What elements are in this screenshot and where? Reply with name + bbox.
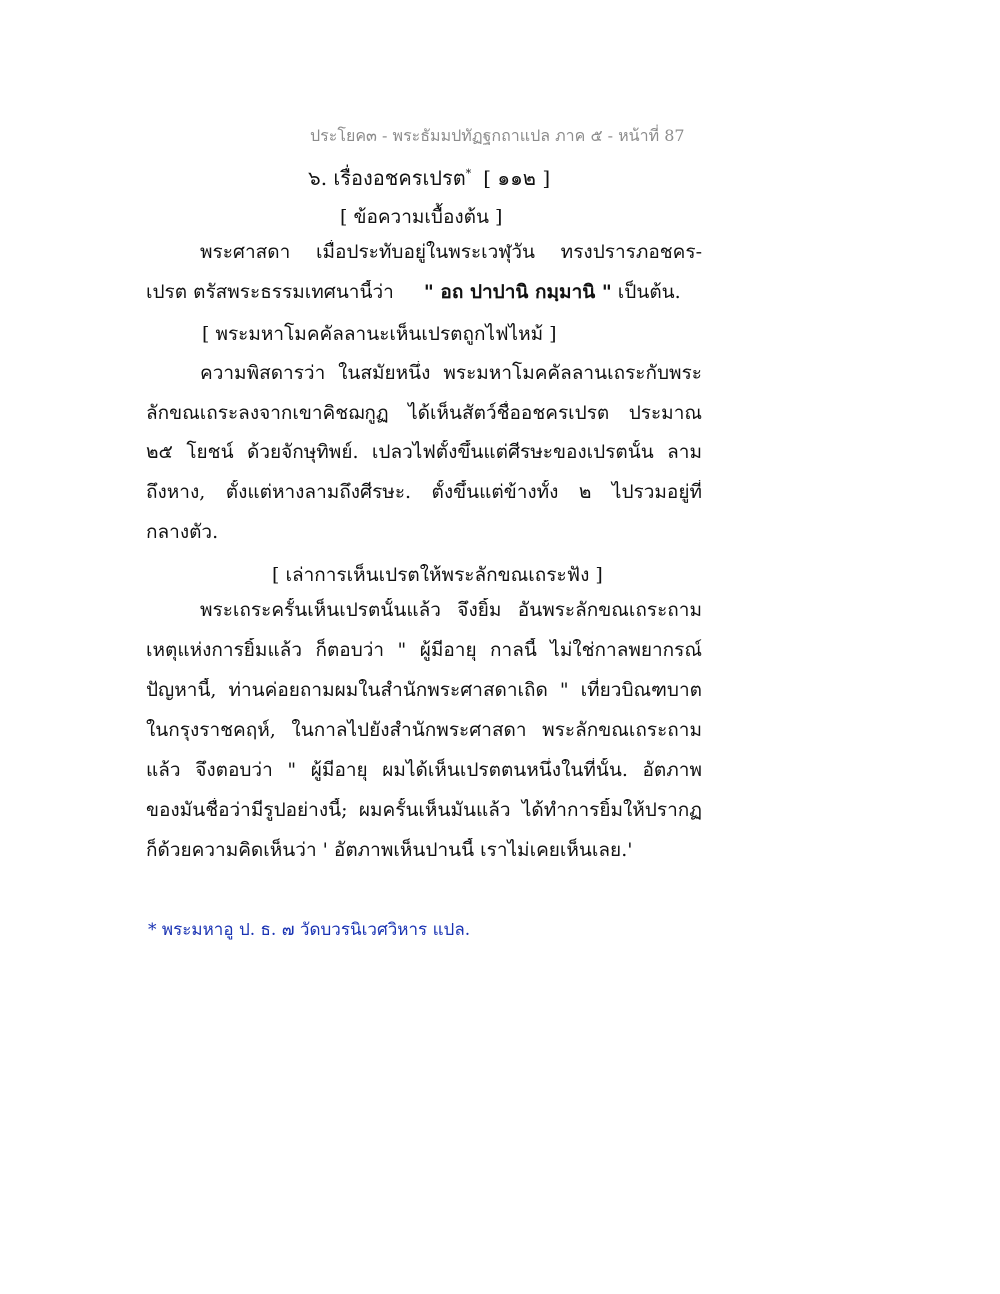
- paragraph-line: ในกรุงราชคฤห์, ในกาลไปยังสำนักพระศาสดา พระลักขณเถระถาม: [146, 719, 702, 741]
- intro-line-1: พระศาสดา เมื่อประทับอยู่ในพระเวฬุวัน ทรงปรารภอชคร-: [200, 241, 702, 263]
- pali-quote: " อถ ปาปานิ กมฺมานิ ": [423, 281, 612, 303]
- intro-line-2-post: เป็นต้น.: [617, 281, 681, 303]
- story-number: [ ๑๑๒ ]: [483, 166, 551, 190]
- paragraph-line: ปัญหานี้, ท่านค่อยถามผมในสำนักพระศาสดาเถิด " เที่ยวบิณฑบาต: [146, 679, 702, 701]
- intro-heading: [ ข้อความเบื้องต้น ]: [340, 206, 503, 228]
- paragraph-line: กลางตัว.: [146, 521, 219, 543]
- story-title-text: ๖. เรื่องอชครเปรต: [308, 166, 466, 190]
- page-header: ประโยค๓ - พระธัมมปทัฏฐกถาแปล ภาค ๕ - หน้าที่ 87: [310, 126, 685, 145]
- footnote-marker: *: [465, 167, 472, 181]
- footnote: * พระมหาอู ป. ธ. ๗ วัดบวรนิเวศวิหาร แปล.: [148, 920, 471, 940]
- tell-heading: [ เล่าการเห็นเปรตให้พระลักขณเถระฟัง ]: [272, 564, 603, 586]
- paragraph-line: ก็ด้วยความคิดเห็นว่า ' อัตภาพเห็นปานนี้ เราไม่เคยเห็นเลย.': [146, 839, 633, 861]
- story-title: [308, 162, 550, 194]
- intro-line-2-pre: เปรต ตรัสพระธรรมเทศนานี้ว่า: [146, 281, 394, 303]
- paragraph-line: พระเถระครั้นเห็นเปรตนั้นแล้ว จึงยิ้ม อันพระลักขณเถระถาม: [200, 599, 702, 621]
- paragraph-line: ลักขณเถระลงจากเขาคิชฌกูฏ ได้เห็นสัตว์ชื่ออชครเปรต ประมาณ: [146, 402, 702, 424]
- paragraph-line: ถึงหาง, ตั้งแต่หางลามถึงศีรษะ. ตั้งขึ้นแต่ข้างทั้ง ๒ ไปรวมอยู่ที่: [146, 481, 702, 503]
- moggallana-heading: [ พระมหาโมคคัลลานะเห็นเปรตถูกไฟไหม้ ]: [202, 323, 557, 345]
- paragraph-line: ๒๕ โยชน์ ด้วยจักษุทิพย์. เปลวไฟตั้งขึ้นแต่ศีรษะของเปรตนั้น ลาม: [146, 441, 702, 463]
- paragraph-line: เหตุแห่งการยิ้มแล้ว ก็ตอบว่า " ผู้มีอายุ กาลนี้ ไม่ใช่กาลพยากรณ์: [146, 639, 702, 661]
- intro-line-2: [146, 280, 702, 304]
- paragraph-line: ของมันชื่อว่ามีรูปอย่างนี้; ผมครั้นเห็นมันแล้ว ได้ทำการยิ้มให้ปรากฏ: [146, 799, 702, 821]
- paragraph-line: ความพิสดารว่า ในสมัยหนึ่ง พระมหาโมคคัลลานเถระกับพระ: [200, 362, 702, 384]
- paragraph-line: แล้ว จึงตอบว่า " ผู้มีอายุ ผมได้เห็นเปรตตนหนึ่งในที่นั้น. อัตภาพ: [146, 759, 702, 781]
